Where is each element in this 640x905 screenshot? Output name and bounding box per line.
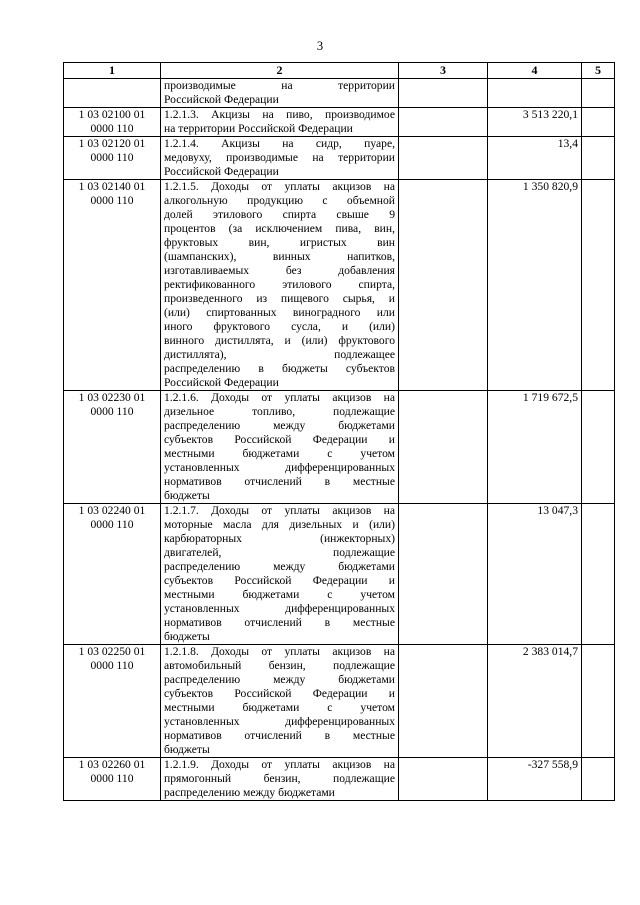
description-line: 1.2.1.8. Доходы от уплаты акцизов на	[164, 645, 395, 658]
column-3-cell	[399, 79, 488, 108]
description-line: бюджеты	[164, 489, 210, 502]
description-line: дистиллята), подлежащее	[164, 348, 395, 361]
column-3-cell	[399, 180, 488, 391]
table-body	[64, 79, 615, 801]
description-line: распределению между бюджетами	[164, 786, 335, 799]
table-header-row	[64, 63, 615, 79]
description-line: алкогольную продукцию с объемной	[164, 194, 395, 207]
column-3-cell	[399, 137, 488, 180]
description-line: моторные масла для дизельных и (или)	[164, 518, 395, 531]
column-header: 1	[64, 63, 161, 79]
table-row	[64, 391, 615, 504]
description-line: Российской Федерации	[164, 165, 279, 178]
description-line: субъектов Российской Федерации и	[164, 574, 395, 587]
description-line: распределению между бюджетами	[164, 673, 395, 686]
description-line: бюджеты	[164, 743, 210, 756]
budget-revenue-table	[63, 62, 615, 801]
column-header: 4	[488, 63, 582, 79]
revenue-description	[161, 645, 399, 758]
description-line: нормативов отчислений в местные	[164, 729, 395, 742]
revenue-description	[161, 758, 399, 801]
description-line: иного фруктового сусла, и (или)	[164, 320, 395, 333]
budget-classification-code: 1 03 02230 01 0000 110	[64, 391, 161, 504]
description-line: установленных дифференцированных	[164, 461, 395, 474]
description-line: долей этилового спирта свыше 9	[164, 208, 395, 221]
description-line: бюджеты	[164, 630, 210, 643]
table-row	[64, 108, 615, 137]
page-number: 3	[316, 39, 324, 53]
description-line: 1.2.1.4. Акцизы на сидр, пуаре,	[164, 137, 395, 150]
description-line: распределению в бюджеты субъектов	[164, 362, 395, 375]
column-header: 3	[399, 63, 488, 79]
revenue-description	[161, 391, 399, 504]
column-3-cell	[399, 504, 488, 645]
description-line: Российской Федерации	[164, 376, 279, 389]
description-line: распределению между бюджетами	[164, 419, 395, 432]
description-line: прямогонный бензин, подлежащие	[164, 772, 395, 785]
description-line: 1.2.1.5. Доходы от уплаты акцизов на	[164, 180, 395, 193]
description-line: местными бюджетами с учетом	[164, 447, 395, 460]
revenue-description	[161, 180, 399, 391]
description-line: медовуху, производимые на территории	[164, 151, 395, 164]
description-line: 1.2.1.9. Доходы от уплаты акцизов на	[164, 758, 395, 771]
budget-classification-code: 1 03 02250 01 0000 110	[64, 645, 161, 758]
column-5-cell	[582, 504, 615, 645]
description-line: винного дистиллята, и (или) фруктового	[164, 334, 395, 347]
column-3-cell	[399, 391, 488, 504]
description-line: дизельное топливо, подлежащие	[164, 405, 395, 418]
amount-value: 2 383 014,7	[488, 645, 582, 758]
revenue-description	[161, 504, 399, 645]
revenue-description	[161, 137, 399, 180]
description-line: местными бюджетами с учетом	[164, 588, 395, 601]
description-line: нормативов отчислений в местные	[164, 475, 395, 488]
budget-classification-code: 1 03 02120 01 0000 110	[64, 137, 161, 180]
description-line: (шампанских), винных напитков,	[164, 250, 395, 263]
amount-value: 1 350 820,9	[488, 180, 582, 391]
description-line: двигателей, подлежащие	[164, 546, 395, 559]
amount-value	[488, 79, 582, 108]
description-line: процентов (за исключением пива, вин,	[164, 222, 395, 235]
column-3-cell	[399, 758, 488, 801]
column-5-cell	[582, 758, 615, 801]
column-header: 2	[161, 63, 399, 79]
budget-classification-code	[64, 79, 161, 108]
description-line: ректификованного этилового спирта,	[164, 278, 395, 291]
description-line: на территории Российской Федерации	[164, 122, 353, 135]
description-line: изготавливаемых без добавления	[164, 264, 395, 277]
description-line: (или) спиртованных виноградного или	[164, 306, 395, 319]
description-line: 1.2.1.3. Акцизы на пиво, производимое	[164, 108, 395, 121]
amount-value: 13 047,3	[488, 504, 582, 645]
budget-classification-code: 1 03 02260 01 0000 110	[64, 758, 161, 801]
amount-value: 3 513 220,1	[488, 108, 582, 137]
description-line: автомобильный бензин, подлежащие	[164, 659, 395, 672]
column-5-cell	[582, 108, 615, 137]
description-line: произведенного из пищевого сырья, и	[164, 292, 395, 305]
description-line: фруктовых вин, игристых вин	[164, 236, 395, 249]
description-line: субъектов Российской Федерации и	[164, 433, 395, 446]
description-line: распределению между бюджетами	[164, 560, 395, 573]
table-row	[64, 504, 615, 645]
table-row	[64, 180, 615, 391]
amount-value: -327 558,9	[488, 758, 582, 801]
description-line: установленных дифференцированных	[164, 715, 395, 728]
table-row	[64, 645, 615, 758]
amount-value: 13,4	[488, 137, 582, 180]
description-line: установленных дифференцированных	[164, 602, 395, 615]
table-row	[64, 758, 615, 801]
description-line: субъектов Российской Федерации и	[164, 687, 395, 700]
column-5-cell	[582, 137, 615, 180]
description-line: карбюраторных (инжекторных)	[164, 532, 395, 545]
budget-classification-code: 1 03 02140 01 0000 110	[64, 180, 161, 391]
description-line: 1.2.1.7. Доходы от уплаты акцизов на	[164, 504, 395, 517]
description-line: 1.2.1.6. Доходы от уплаты акцизов на	[164, 391, 395, 404]
description-line: местными бюджетами с учетом	[164, 701, 395, 714]
description-line: производимые на территории	[164, 79, 395, 92]
column-5-cell	[582, 645, 615, 758]
table-row	[64, 79, 615, 108]
column-header: 5	[582, 63, 615, 79]
description-line: Российской Федерации	[164, 93, 279, 106]
column-3-cell	[399, 645, 488, 758]
revenue-description	[161, 108, 399, 137]
amount-value: 1 719 672,5	[488, 391, 582, 504]
budget-classification-code: 1 03 02240 01 0000 110	[64, 504, 161, 645]
budget-classification-code: 1 03 02100 01 0000 110	[64, 108, 161, 137]
revenue-description	[161, 79, 399, 108]
description-line: нормативов отчислений в местные	[164, 616, 395, 629]
column-3-cell	[399, 108, 488, 137]
column-5-cell	[582, 79, 615, 108]
table-row	[64, 137, 615, 180]
column-5-cell	[582, 391, 615, 504]
column-5-cell	[582, 180, 615, 391]
